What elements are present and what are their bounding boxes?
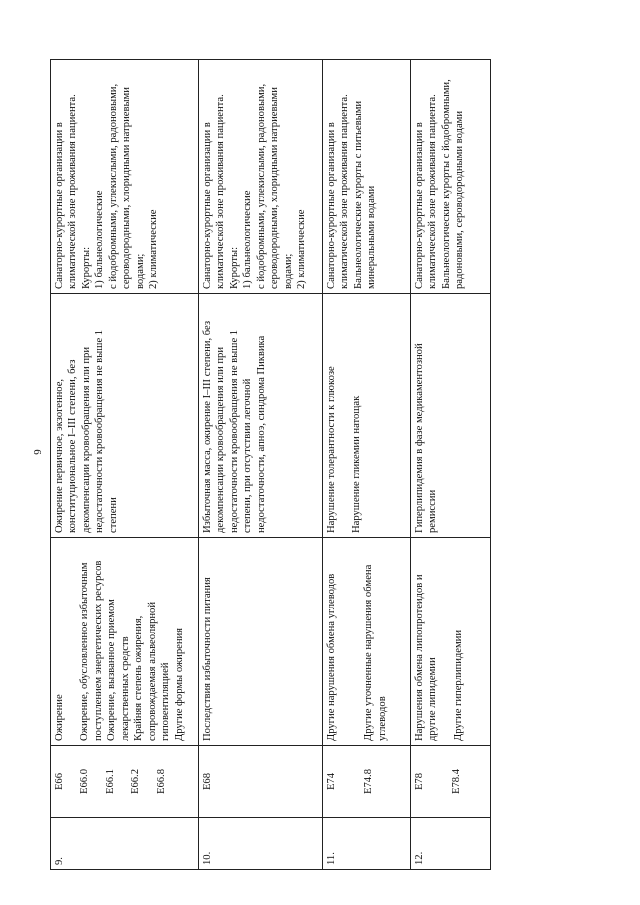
clinical-condition: Гиперлипидемия в фазе медикаментозной ремиссии: [411, 294, 491, 538]
resort-recommendations: Санаторно-курортные организации в климатической зоне проживания пациента. Курорты: 1) бальнеологические с йодобромными, углекислыми, радоновыми, сероводородными, хлоридными натриевыми водами; 2) климатические: [199, 60, 323, 294]
icd-codes: [411, 746, 491, 818]
disease-names: [51, 538, 199, 746]
disease-name: Крайняя степень ожирения, сопровождаемая альвеолярной гиповентиляцией: [133, 602, 172, 741]
indications-table: [50, 59, 491, 870]
icd-codes: [51, 746, 199, 818]
row-number: 10.: [199, 818, 323, 870]
icd-codes: [199, 746, 323, 818]
disease-name: Ожирение: [54, 694, 65, 741]
disease-name: Другие уточненные нарушения обмена углеводов: [363, 564, 388, 741]
disease-name: Ожирение, вызванное приемом лекарственных средств: [106, 599, 131, 741]
clinical-condition: Нарушение толерантности к глюкозе Нарушение гликемии натощак: [323, 294, 411, 538]
disease-names: [323, 538, 411, 746]
icd-code: E74: [326, 772, 337, 791]
rotated-table-container: [50, 60, 466, 870]
disease-name: Последствия избыточности питания: [202, 577, 213, 741]
resort-recommendations: Санаторно-курортные организации в климатической зоне проживания пациента. Бальнеологические курорты с йодобромными, радоновыми, сероводородными водами: [411, 60, 491, 294]
icd-code: E66: [54, 772, 65, 791]
resort-recommendations: Санаторно-курортные организации в климатической зоне проживания пациента. Курорты: 1) бальнеологические с йодобромными, углекислыми, радоновыми, сероводородными, хлоридными натриевыми водами; 2) климатические: [51, 60, 199, 294]
disease-name: Ожирение, обусловленное избыточным поступлением энергетических ресурсов: [79, 560, 104, 741]
icd-code: E74.8: [363, 769, 375, 795]
disease-names: [199, 538, 323, 746]
table-row: [323, 60, 411, 870]
icd-code: E66.1: [104, 769, 116, 795]
icd-code: E68: [202, 772, 213, 791]
row-number: 12.: [411, 818, 491, 870]
icd-code: E66.2: [130, 769, 142, 795]
resort-recommendations: Санаторно-курортные организации в климатической зоне проживания пациента. Бальнеологические курорты с питьевыми минеральными водами: [323, 60, 411, 294]
table-row: [51, 60, 199, 870]
row-number: 9.: [51, 818, 199, 870]
icd-code: E66.0: [79, 769, 91, 795]
disease-name: Другие формы ожирения: [173, 627, 185, 741]
icd-code: E78.4: [451, 769, 463, 795]
table-row: [199, 60, 323, 870]
icd-code: E78: [414, 772, 425, 791]
clinical-condition: Ожирение первичное, экзогенное, конституциональное I–III степени, без декомпенсации кровообращения или при недостаточности кровообращения не выше 1 степени: [51, 294, 199, 538]
disease-name: Другие нарушения обмена углеводов: [326, 573, 337, 741]
icd-codes: [323, 746, 411, 818]
page-number: 6: [31, 449, 43, 455]
icd-code: E66.8: [155, 769, 167, 795]
disease-names: [411, 538, 491, 746]
disease-name: Другие гиперлипидемии: [452, 629, 464, 741]
table-row: [411, 60, 491, 870]
clinical-condition: Избыточная масса, ожирение I–III степени, без декомпенсации кровообращения или при недостаточности кровообращения не выше 1 степени, при отсутствии легочной недостаточности, апноэ, синдрома Пиквика: [199, 294, 323, 538]
disease-name: Нарушения обмена липопротеидов и другие липидемии: [414, 574, 439, 741]
row-number: 11.: [323, 818, 411, 870]
